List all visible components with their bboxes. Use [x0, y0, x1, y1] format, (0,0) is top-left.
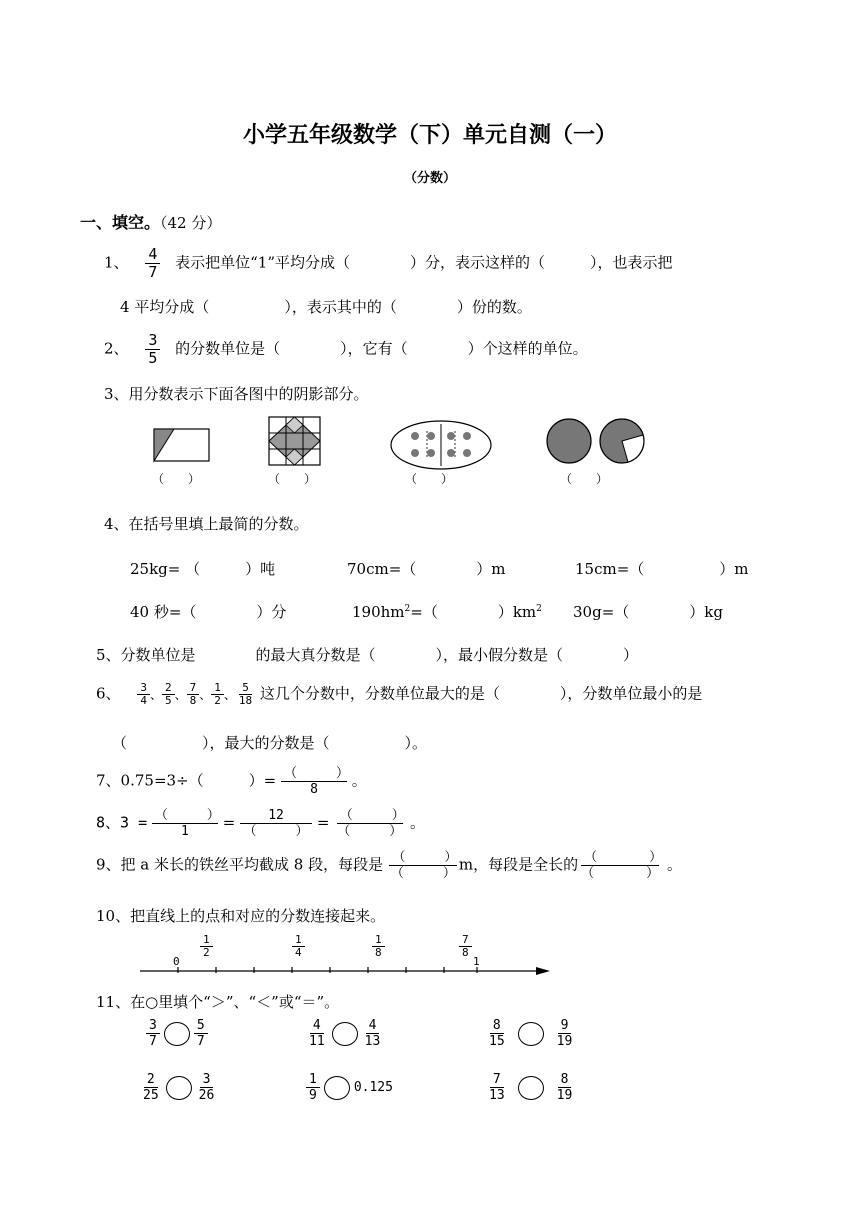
answer-circle[interactable] [166, 1076, 192, 1100]
question-8: 8、3 = $\frac{( )}{1}$ = $\frac{12}{( )}$ = $\frac{( )}{( )}$ 。 [96, 808, 425, 839]
conversion-item: 40 秒=（ ）分 [130, 603, 287, 621]
question-2 [104, 332, 588, 367]
fraction: $\frac{4}{11}$ [309, 1018, 325, 1049]
fraction: $\frac{4}{13}$ [364, 1018, 381, 1049]
comparison-item [486, 1018, 575, 1049]
question-5: 5、分数单位是 的最大真分数是（ ），最小假分数是（ ） [96, 646, 639, 664]
fraction: $\frac{4}{7}$ [145, 246, 160, 281]
number-line-one: 1 [473, 955, 480, 968]
number-line [130, 955, 560, 983]
fraction: $\frac{5}{7}$ [194, 1018, 208, 1049]
answer-paren: （ ） [152, 472, 201, 486]
fraction: $\frac{2}{5}$ [162, 682, 175, 707]
comparison-item [146, 1018, 208, 1049]
fraction: $\frac{9}{19}$ [556, 1018, 573, 1049]
answer-circle[interactable] [164, 1022, 190, 1046]
page-subtitle: （分数） [403, 171, 456, 186]
conversion-item: 70cm=（ ）m [347, 560, 506, 578]
conversion-item: $190hm^2=$（ ）$km^2$ [352, 603, 542, 621]
figure-grid [269, 417, 320, 465]
answer-paren: （ ） [560, 472, 609, 486]
answer-circle[interactable] [518, 1022, 544, 1046]
fraction: $\frac{( )}{8}$ [281, 766, 347, 797]
conversion-item: 30g=（ ）kg [573, 603, 723, 621]
fraction: $\frac{1}{9}$ [306, 1072, 320, 1103]
fraction: $\frac{1}{2}$ [211, 682, 224, 707]
fraction: $\frac{3}{5}$ [145, 332, 160, 367]
question-text: 这几个分数中，分数单位最大的是（ ），分数单位最小的是 [259, 684, 703, 703]
fraction: $\frac{3}{7}$ [146, 1018, 160, 1049]
question-text: 的分数单位是（ ），它有（ ）个这样的单位。 [175, 339, 588, 358]
number-line-zero: 0 [173, 955, 180, 968]
fraction-quarter: $\frac{1}{4}$ [292, 934, 305, 959]
question-1-line-1 [104, 246, 673, 281]
comparison-item [306, 1072, 393, 1103]
figure-ellipse-dots [391, 421, 491, 469]
fraction: $\frac{3}{26}$ [198, 1072, 215, 1103]
comparison-item [486, 1072, 575, 1103]
fraction: $\frac{( )}{( )}$ [390, 850, 458, 881]
answer-circle[interactable] [332, 1022, 358, 1046]
fraction: $\frac{7}{13}$ [489, 1072, 505, 1103]
question-number: 2、 [104, 339, 129, 358]
fraction-list: $\frac{3}{4}$ 、 $\frac{2}{5}$ 、 $\frac{7}{8}$ 、 $\frac{1}{2}$ 、 $\frac{5}{18}$ [137, 685, 260, 703]
question-1-line-2: 4 平均分成（ ），表示其中的（ ）份的数。 [120, 298, 532, 316]
question-7: 7、0.75=3÷（ ）= $\frac{( )}{8}$ 。 [96, 766, 367, 797]
question-3: 3、用分数表示下面各图中的阴影部分。 [104, 385, 369, 403]
fraction: $\frac{7}{8}$ [187, 682, 200, 707]
question-number: 1、 [104, 253, 129, 272]
section-heading [80, 210, 221, 233]
fraction-half: $\frac{1}{2}$ [200, 934, 213, 959]
question-6-line-2: （ ），最大的分数是（ ）。 [112, 734, 428, 752]
fraction: $\frac{8}{19}$ [556, 1072, 573, 1103]
fraction-seven-eighths: $\frac{7}{8}$ [459, 934, 472, 959]
fraction: $\frac{3}{4}$ [137, 682, 150, 707]
figure-circles [547, 419, 644, 463]
fraction: $\frac{2}{25}$ [143, 1072, 159, 1103]
figure-rectangle [154, 429, 209, 461]
question-4: 4、在括号里填上最简的分数。 [104, 515, 309, 533]
conversion-item: 25kg= （ ）吨 [130, 560, 276, 578]
comparison-item [306, 1018, 383, 1049]
fraction: $\frac{12}{( )}$ [240, 808, 312, 839]
answer-paren: （ ） [268, 472, 317, 486]
section-points: （42 分） [160, 214, 222, 232]
fraction: $\frac{( )}{1}$ [152, 808, 218, 839]
section-label: 一、填空。 [80, 213, 161, 232]
question-text: 表示把单位“1”平均分成（ ）分，表示这样的（ ），也表示把 [175, 253, 673, 272]
question-10: 10、把直线上的点和对应的分数连接起来。 [96, 907, 386, 925]
fraction: $\frac{8}{15}$ [489, 1018, 505, 1049]
comparison-item [140, 1072, 217, 1103]
fraction-eighth: $\frac{1}{8}$ [372, 934, 385, 959]
answer-circle[interactable] [518, 1076, 544, 1100]
decimal-value: 0.125 [353, 1080, 393, 1095]
answer-paren: （ ） [405, 472, 454, 486]
fraction: $\frac{( )}{( )}$ [337, 808, 405, 839]
question-9: 9、把 a 米长的铁丝平均截成 8 段，每段是 $\frac{( )}{( )}$ m，每段是全长的 $\frac{( )}{( )}$ 。 [96, 850, 682, 881]
fraction: $\frac{( )}{( )}$ [581, 850, 663, 881]
conversion-item: 15cm=（ ）m [575, 560, 749, 578]
question-number: 6、 [96, 684, 121, 703]
shaded-figures [140, 412, 660, 472]
answer-circle[interactable] [324, 1076, 350, 1100]
fraction: $\frac{5}{18}$ [238, 681, 253, 707]
page-title: 小学五年级数学（下）单元自测（一） [242, 123, 617, 148]
question-11: 11、在○里填个“＞”、“＜”或“＝”。 [96, 993, 340, 1011]
question-6-line-1 [96, 682, 702, 707]
